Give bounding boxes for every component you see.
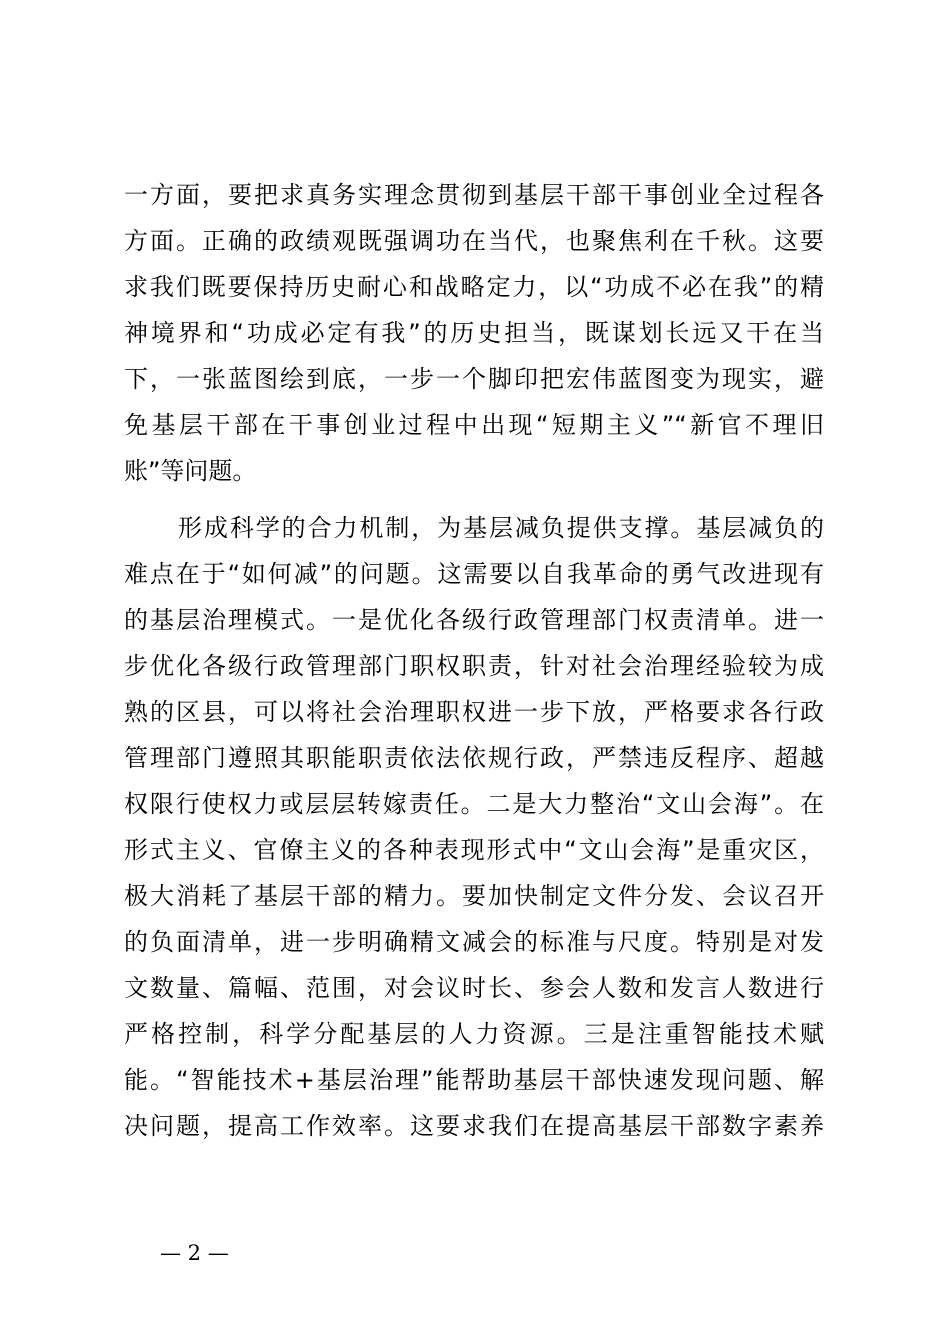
text-line: 难点在于“如何减”的问题。这需要以自我革命的勇气改进现有 <box>124 560 824 588</box>
text-line: 神境界和“功成必定有我”的历史担当，既谋划长远又干在当 <box>124 319 824 347</box>
text-line: 步优化各级行政管理部门职权职责，针对社会治理经验较为成 <box>124 652 824 680</box>
paragraph-1 <box>124 172 824 494</box>
page-number: — 2 — <box>160 1241 229 1265</box>
text-line: 形成科学的合力机制，为基层减负提供支撑。基层减负的 <box>178 514 824 542</box>
text-line: 决问题，提高工作效率。这要求我们在提高基层干部数字素养 <box>124 1112 824 1140</box>
text-line: 能。“智能技术+基层治理”能帮助基层干部快速发现问题、解 <box>124 1066 824 1094</box>
text-line: 的基层治理模式。一是优化各级行政管理部门权责清单。进一 <box>124 606 824 634</box>
body-text <box>124 172 824 1149</box>
text-line: 文数量、篇幅、范围，对会议时长、参会人数和发言人数进行 <box>124 974 824 1002</box>
text-line: 的负面清单，进一步明确精文减会的标准与尺度。特别是对发 <box>124 928 824 956</box>
text-line: 极大消耗了基层干部的精力。要加快制定文件分发、会议召开 <box>124 882 824 910</box>
text-line: 免基层干部在干事创业过程中出现“短期主义”“新官不理旧 <box>124 411 824 439</box>
paragraph-gap <box>124 494 824 505</box>
text-line: 账”等问题。 <box>124 457 257 485</box>
text-line: 严格控制，科学分配基层的人力资源。三是注重智能技术赋 <box>124 1020 824 1048</box>
text-line: 一方面，要把求真务实理念贯彻到基层干部干事创业全过程各 <box>124 181 824 209</box>
text-line: 权限行使权力或层层转嫁责任。二是大力整治“文山会海”。在 <box>124 790 824 818</box>
text-line: 方面。正确的政绩观既强调功在当代，也聚焦利在千秋。这要 <box>124 227 824 255</box>
text-line: 求我们既要保持历史耐心和战略定力，以“功成不必在我”的精 <box>124 273 824 301</box>
text-line: 管理部门遵照其职能职责依法依规行政，严禁违反程序、超越 <box>124 744 824 772</box>
paragraph-2 <box>124 505 824 1149</box>
text-line: 熟的区县，可以将社会治理职权进一步下放，严格要求各行政 <box>124 698 824 726</box>
text-line: 下，一张蓝图绘到底，一步一个脚印把宏伟蓝图变为现实，避 <box>124 365 824 393</box>
text-line: 形式主义、官僚主义的各种表现形式中“文山会海”是重灾区， <box>124 836 824 864</box>
